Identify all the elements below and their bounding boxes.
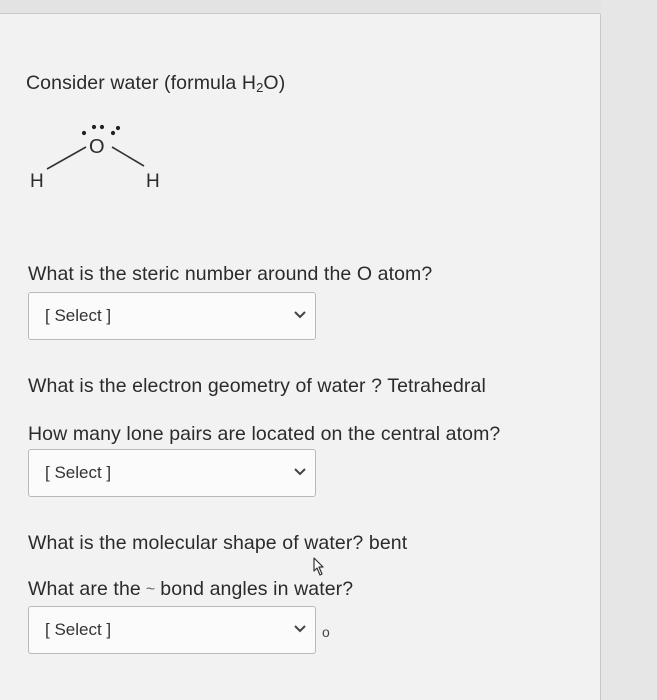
right-hydrogen-atom: H	[146, 171, 160, 190]
lone-pair-dot	[116, 126, 120, 130]
right-bond	[112, 147, 144, 166]
water-lewis-structure	[20, 110, 170, 190]
question-title	[26, 72, 285, 95]
select-label: [ Select ]	[45, 306, 112, 325]
bond-angles-select[interactable]	[28, 606, 316, 654]
left-hydrogen-atom: H	[30, 171, 44, 190]
title-suffix: O)	[263, 72, 286, 94]
lone-pair-dot	[82, 131, 86, 135]
lone-pairs-question: How many lone pairs are located on the central atom?	[28, 423, 501, 445]
steric-number-select[interactable]	[28, 292, 316, 340]
lone-pair-dot	[100, 125, 104, 129]
electron-geometry-question: What is the electron geometry of water ? Tetrahedral	[28, 375, 486, 397]
lone-pair-dot	[111, 131, 115, 135]
molecular-shape-question: What is the molecular shape of water? bent	[28, 532, 408, 554]
select-label: [ Select ]	[45, 620, 112, 639]
top-bar	[0, 0, 657, 14]
chevron-down-icon	[293, 310, 307, 320]
select-status-mark: o	[322, 624, 330, 640]
q5-part1: What are the	[28, 578, 141, 600]
steric-number-question: What is the steric number around the O atom?	[28, 263, 433, 285]
title-subscript: 2	[256, 80, 264, 95]
left-bond	[47, 147, 86, 169]
q5-part2: bond angles in water?	[160, 578, 354, 600]
oxygen-atom: O	[89, 136, 105, 158]
title-prefix: Consider water (formula H	[26, 72, 257, 94]
chevron-down-icon	[293, 467, 307, 477]
tilde-mark: ~	[145, 581, 156, 598]
bond-angles-question	[28, 578, 353, 601]
right-margin	[601, 0, 657, 700]
chevron-down-icon	[293, 624, 307, 634]
lone-pair-dot	[92, 125, 96, 129]
select-label: [ Select ]	[45, 463, 112, 482]
mouse-pointer-icon	[311, 556, 327, 578]
lone-pairs-select[interactable]	[28, 449, 316, 497]
